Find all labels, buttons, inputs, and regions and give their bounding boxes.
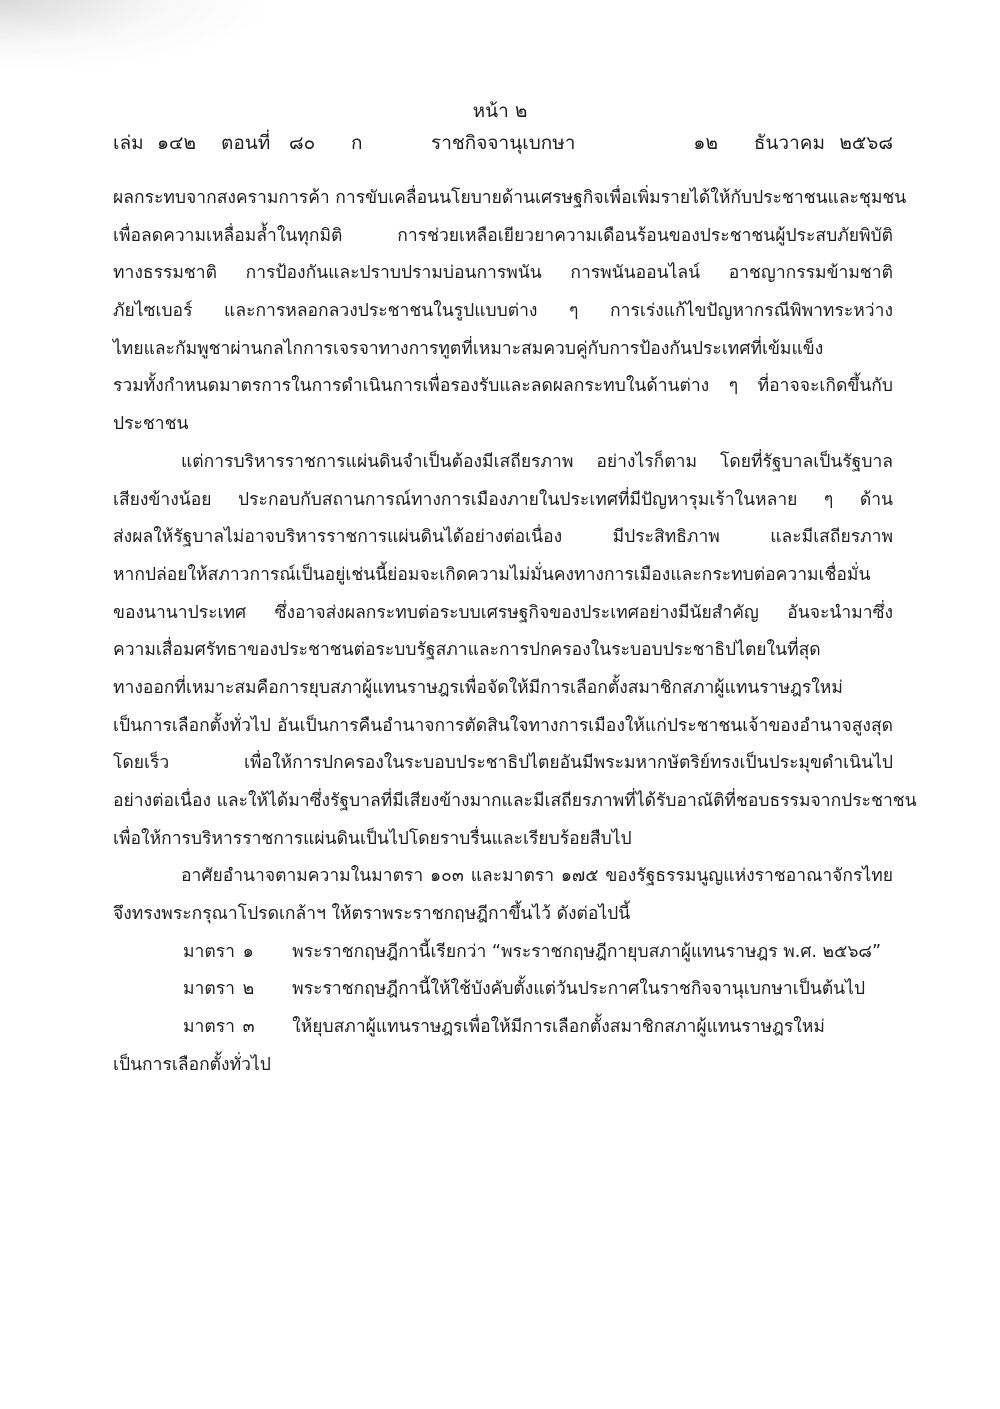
- issue-label: ตอนที่: [221, 132, 271, 154]
- paragraph-1-line: ทางธรรมชาติ การป้องกันและปราบปรามบ่อนการพนัน การพนันออนไลน์ อาชญากรรมข้ามชาติ: [113, 263, 893, 284]
- gazette-header: [113, 128, 893, 158]
- volume-number: ๑๔๒: [157, 132, 196, 154]
- paragraph-2-line: โดยเร็ว เพื่อให้การปกครองในระบอบประชาธิปไตยอันมีพระมหากษัตริย์ทรงเป็นประมุขดำเนินไป: [113, 753, 893, 774]
- section-number: ๑: [242, 941, 254, 962]
- section-label: มาตรา: [183, 979, 235, 1000]
- date-day: ๑๒: [693, 132, 718, 154]
- section-3-continuation: เป็นการเลือกตั้งทั่วไป: [113, 1054, 271, 1075]
- section-2: [113, 971, 893, 1009]
- paragraph-2-line: ทางออกที่เหมาะสมคือการยุบสภาผู้แทนราษฎรเพื่อจัดให้มีการเลือกตั้งสมาชิกสภาผู้แทนราษฎรใหม่: [113, 677, 843, 698]
- document-body: [113, 180, 917, 1085]
- section-text: พระราชกฤษฎีกานี้ให้ใช้บังคับตั้งแต่วันประกาศในราชกิจจานุเบกษาเป็นต้นไป: [292, 979, 866, 1000]
- volume-label: เล่ม: [113, 132, 144, 154]
- paragraph-1-line: ผลกระทบจากสงครามการค้า การขับเคลื่อนนโยบายด้านเศรษฐกิจเพื่อเพิ่มรายได้ให้กับประชาชนและชุมชน: [113, 188, 907, 208]
- section-text: พระราชกฤษฎีกานี้เรียกว่า “พระราชกฤษฎีกายุบสภาผู้แทนราษฎร พ.ศ. ๒๕๖๘”: [292, 941, 882, 962]
- section-label: มาตรา: [183, 1017, 235, 1038]
- paragraph-1-line: ประชาชน: [113, 414, 189, 435]
- paragraph-2-line: ส่งผลให้รัฐบาลไม่อาจบริหารราชการแผ่นดินได้อย่างต่อเนื่อง มีประสิทธิภาพ และมีเสถียรภาพ: [113, 527, 893, 548]
- date-year: ๒๕๖๘: [839, 132, 893, 154]
- paragraph-2-line: อย่างต่อเนื่อง และให้ได้มาซึ่งรัฐบาลที่มีเสียงข้างมากและมีเสถียรภาพที่ได้รับอาณัติที่ชอบธรรมจากประชาชน: [113, 791, 917, 811]
- section-3: [113, 1009, 893, 1047]
- paragraph-1-line: ไทยและกัมพูชาผ่านกลไกการเจรจาทางการทูตที่เหมาะสมควบคู่กับการป้องกันประเทศที่เข้มแข็ง: [113, 338, 824, 359]
- scan-shadow: [0, 0, 260, 70]
- section-number: ๓: [242, 1017, 255, 1038]
- page-number: หน้า ๒: [472, 100, 528, 122]
- section-number: ๒: [242, 979, 255, 1000]
- date-month: ธันวาคม: [753, 132, 825, 154]
- enacting-clause-line: จึงทรงพระกรุณาโปรดเกล้าฯ ให้ตราพระราชกฤษฎีกาขึ้นไว้ ดังต่อไปนี้: [113, 904, 631, 925]
- paragraph-1-line: ภัยไซเบอร์ และการหลอกลวงประชาชนในรูปแบบต่าง ๆ การเร่งแก้ไขปัญหากรณีพิพาทระหว่าง: [113, 301, 893, 322]
- paragraph-2-line: แต่การบริหารราชการแผ่นดินจำเป็นต้องมีเสถียรภาพ อย่างไรก็ตาม โดยที่รัฐบาลเป็นรัฐบาล: [181, 451, 893, 472]
- section-text: ให้ยุบสภาผู้แทนราษฎรเพื่อให้มีการเลือกตั้งสมาชิกสภาผู้แทนราษฎรใหม่: [292, 1017, 825, 1038]
- paragraph-2-line: เสียงข้างน้อย ประกอบกับสถานการณ์ทางการเมืองภายในประเทศที่มีปัญหารุมเร้าในหลาย ๆ ด้าน: [113, 489, 893, 510]
- paragraph-2-line: เป็นการเลือกตั้งทั่วไป อันเป็นการคืนอำนาจการตัดสินใจทางการเมืองให้แก่ประชาชนเจ้าของอำนาจสูงสุด: [113, 715, 893, 736]
- gazette-name: ราชกิจจานุเบกษา: [431, 132, 576, 154]
- paragraph-1-line: รวมทั้งกำหนดมาตรการในการดำเนินการเพื่อรองรับและลดผลกระทบในด้านต่าง ๆ ที่อาจจะเกิดขึ้นกับ: [113, 376, 893, 397]
- issue-number: ๘๐: [289, 132, 316, 154]
- enacting-clause-line: อาศัยอำนาจตามความในมาตรา ๑๐๓ และมาตรา ๑๗๕ ของรัฐธรรมนูญแห่งราชอาณาจักรไทย: [181, 866, 893, 887]
- paragraph-2-line: ของนานาประเทศ ซึ่งอาจส่งผลกระทบต่อระบบเศรษฐกิจของประเทศอย่างมีนัยสำคัญ อันจะนำมาซึ่ง: [113, 602, 893, 623]
- paragraph-2-line: หากปล่อยให้สภาวการณ์เป็นอยู่เช่นนี้ย่อมจะเกิดความไม่มั่นคงทางการเมืองและกระทบต่อความเชื่อมั่น: [113, 564, 871, 585]
- section-label: มาตรา: [183, 941, 235, 962]
- gazette-section: ก: [351, 132, 363, 154]
- section-1: [113, 934, 893, 972]
- paragraph-2-line: เพื่อให้การบริหารราชการแผ่นดินเป็นไปโดยราบรื่นและเรียบร้อยสืบไป: [113, 828, 632, 849]
- paragraph-1-line: เพื่อลดความเหลื่อมล้ำในทุกมิติ การช่วยเหลือเยียวยาความเดือนร้อนของประชาชนผู้ประสบภัยพิบัติ: [113, 225, 893, 246]
- paragraph-2-line: ความเสื่อมศรัทธาของประชาชนต่อระบบรัฐสภาและการปกครองในระบอบประชาธิปไตยในที่สุด: [113, 640, 821, 661]
